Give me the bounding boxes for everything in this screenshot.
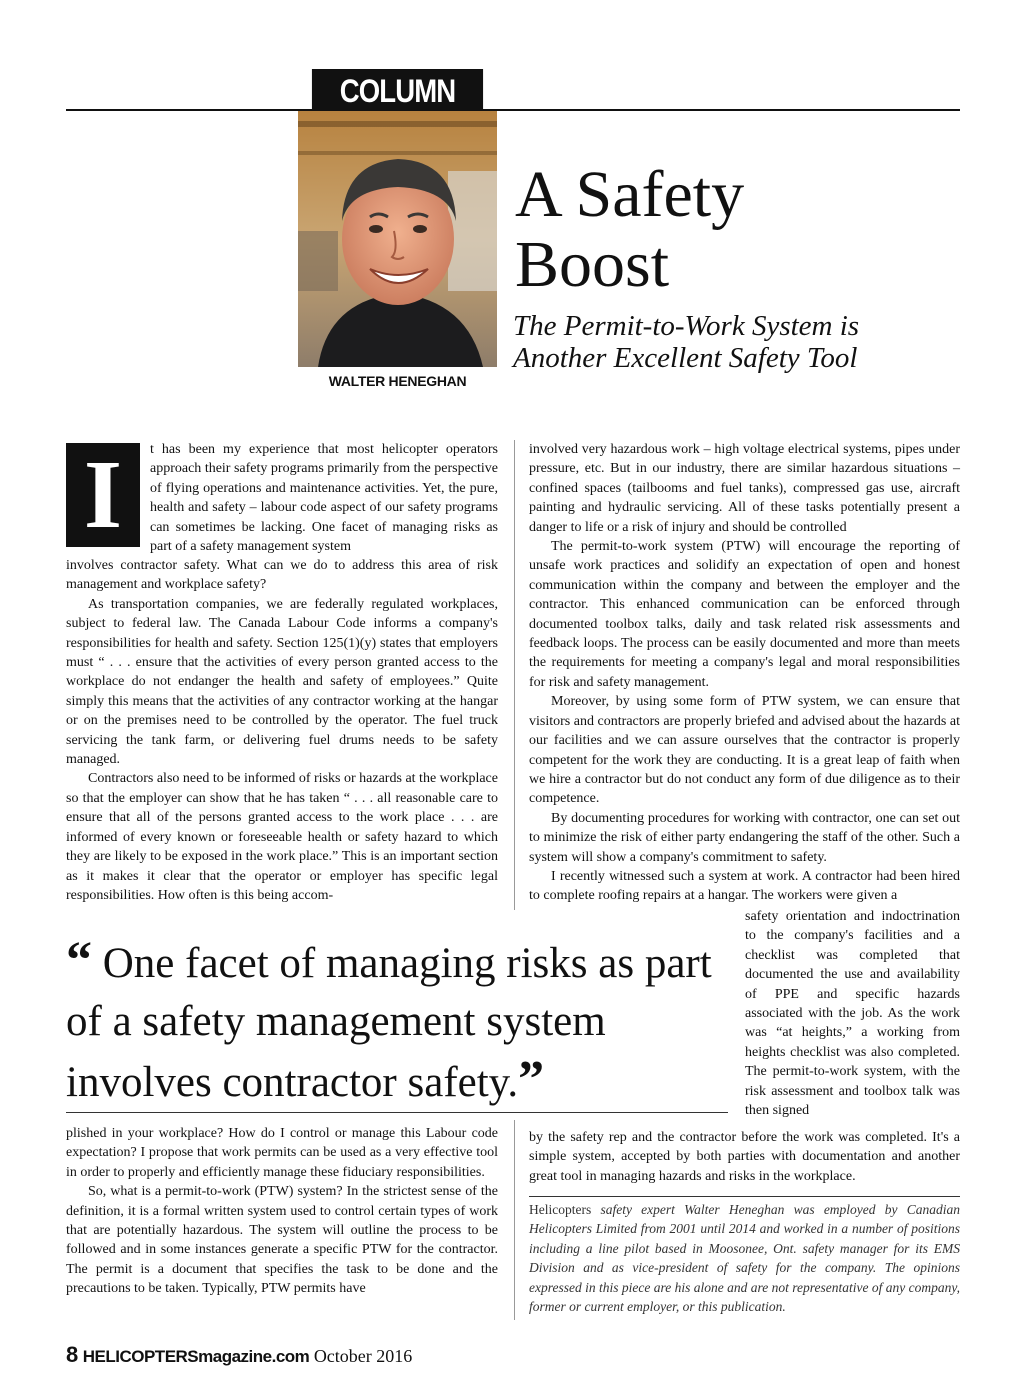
open-quote-mark: “ — [66, 932, 92, 989]
paragraph-3: Contractors also need to be informed of risks or hazards at the workplace so that the employer can show that he has taken “ . . . all reasonable care to ensure that all of the persons granted access to the work place . . . are informed of every known or foreseeable health or safety hazard to which they are likely to be exposed in the work place.” This is an important section as it makes it clear that the operator or employer has specific legal responsibilities. How often is this being accom- — [66, 771, 498, 903]
paragraph-c2-2: The permit-to-work system (PTW) will encourage the reporting of unsafe work practices and solidify an expectation of open and honest communication within the company and between the employer and the contractor. This enhanced communication can be enforced through documented toolbox talks, daily and task related risk assessments and feedback loops. The process can be easily documented and more than meets the requirements for meeting a company's legal and moral responsibilities for risk and safety management. — [529, 539, 960, 690]
section-label: COLUMN — [312, 69, 483, 111]
subtitle-line-1: The Permit-to-Work System is — [513, 310, 860, 342]
title-line-1: A Safety — [515, 158, 745, 231]
author-portrait-image — [298, 111, 497, 367]
column-2-wrap — [745, 907, 960, 1120]
issue-date: October 2016 — [313, 1346, 413, 1366]
paragraph-c2-4: By documenting procedures for working with contractor, one can set out to minimize the risk of either party endangering the staff of the other. Such a system will show a company's commitment to safety. — [529, 810, 960, 865]
column-1-lower — [66, 1124, 498, 1299]
pull-quote-rule — [66, 1112, 728, 1113]
bio-lead: Helicopters — [529, 1202, 592, 1217]
paragraph-c2-1: involved very hazardous work – high voltage electrical systems, pipes under pressure, etc. But in our industry, there are similar hazardous situations – confined spaces (tailbooms and fuel tanks), compressed gas use, aircraft painting and hydraulic servicing. All of these tasks potentially present a danger to life or a risk of injury and should be controlled — [529, 442, 960, 535]
paragraph-2: As transportation companies, we are federally regulated workplaces, subject to federal law. The Canada Labour Code informs a company's responsibilities for health and safety. Section 125(1)(y) states that employers must “ . . . ensure that the activities of every person granted access to the workplace do not endanger the health and safety of employees.” Quite simply this means that the activities of any contractor working at the hangar or on the premises need to be controlled by the operator. The fuel truck servicing the tank farm, or delivering fuel drums needs to be safety managed. — [66, 596, 498, 768]
paragraph-1a: t has been my experience that most helicopter operators approach their safety programs primarily from the perspective of flying operations and maintenance activities. Yet, the pure, health and safety – labour code aspect of our safety programs can sometimes be lacking. One facet of managing risks as part of a safety management system — [150, 442, 498, 555]
column-divider — [514, 440, 515, 910]
column-divider-lower — [514, 1120, 515, 1320]
paragraph-1b: involves contractor safety. What can we do to address this area of risk management and workplace safety? — [66, 558, 498, 593]
author-bio — [529, 1200, 960, 1316]
column-1-lead — [150, 440, 498, 556]
page-number: 8 — [66, 1342, 79, 1367]
column-2-lower — [529, 1128, 960, 1186]
paragraph-c2-5a: I recently witnessed such a system at work. A contractor had been hired to complete roofing repairs at a hangar. The workers were given a — [529, 868, 960, 904]
bio-text: safety expert Walter Heneghan was employed by Canadian Helicopters Limited from 2001 until 2014 and worked in a number of positions including a line pilot based in Moosonee, Ont. safety manager for its EMS Division and as vice-president of safety for the company. The opinions expressed in this piece are his alone and are not representative of any company, former or current employer, or this publication. — [529, 1202, 960, 1315]
magazine-name: HELICOPTERSmagazine.com — [82, 1347, 310, 1366]
title-line-2: Boost — [515, 228, 670, 301]
author-name: WALTER HENEGHAN — [328, 373, 467, 389]
article-subtitle — [513, 310, 953, 374]
page-footer — [66, 1342, 412, 1368]
paragraph-4: plished in your workplace? How do I control or manage this Labour code expectation? I propose that work permits can be used as a very effective tool in order to properly and efficiently manage these fiduciary responsibilities. — [66, 1126, 498, 1180]
article-title — [515, 160, 955, 300]
pull-quote-text: One facet of managing risks as part of a safety management system involves contractor safety. — [66, 940, 712, 1106]
subtitle-line-2: Another Excellent Safety Tool — [513, 342, 858, 374]
author-photo — [298, 111, 497, 367]
paragraph-5: So, what is a permit-to-work (PTW) system? In the strictest sense of the definition, it is a formal written system used to control certain types of work that are potentially hazardous. The system will outline the process to be followed and in some instances generate a specific PTW for the contractor. The permit is a document that specifies the task to be done and the precautions to be taken. Typically, PTW permits have — [66, 1184, 498, 1297]
header-rule — [66, 109, 960, 111]
paragraph-c2-3: Moreover, by using some form of PTW system, we can ensure that visitors and contractors are properly briefed and advised about the hazards at our facilities and we can assure ourselves that the contractor is properly competent for the work they are conducting. It is a great leap of faith when we hire a contractor but do not conduct any form of due diligence as to their competence. — [529, 694, 960, 807]
bio-rule — [529, 1196, 960, 1197]
column-1-upper — [66, 556, 498, 905]
drop-cap: I — [66, 443, 140, 547]
paragraph-c2-5c: by the safety rep and the contractor before the work was completed. It's a simple system, accepted by both parties with documentation and another great tool in managing hazards and risks in the workplace. — [529, 1130, 960, 1184]
pull-quote — [66, 932, 736, 1112]
column-2-upper — [529, 440, 960, 906]
close-quote-mark: ” — [518, 1051, 545, 1108]
paragraph-c2-5b: safety orientation and indoctrination to the company's facilities and a checklist was completed that documented the use and availability of PPE and specific hazards associated with the job. As the work was “at heights,” a working from heights checklist was also completed. The permit-to-work system, with the risk assessment and toolbox talk was then signed — [745, 909, 960, 1119]
